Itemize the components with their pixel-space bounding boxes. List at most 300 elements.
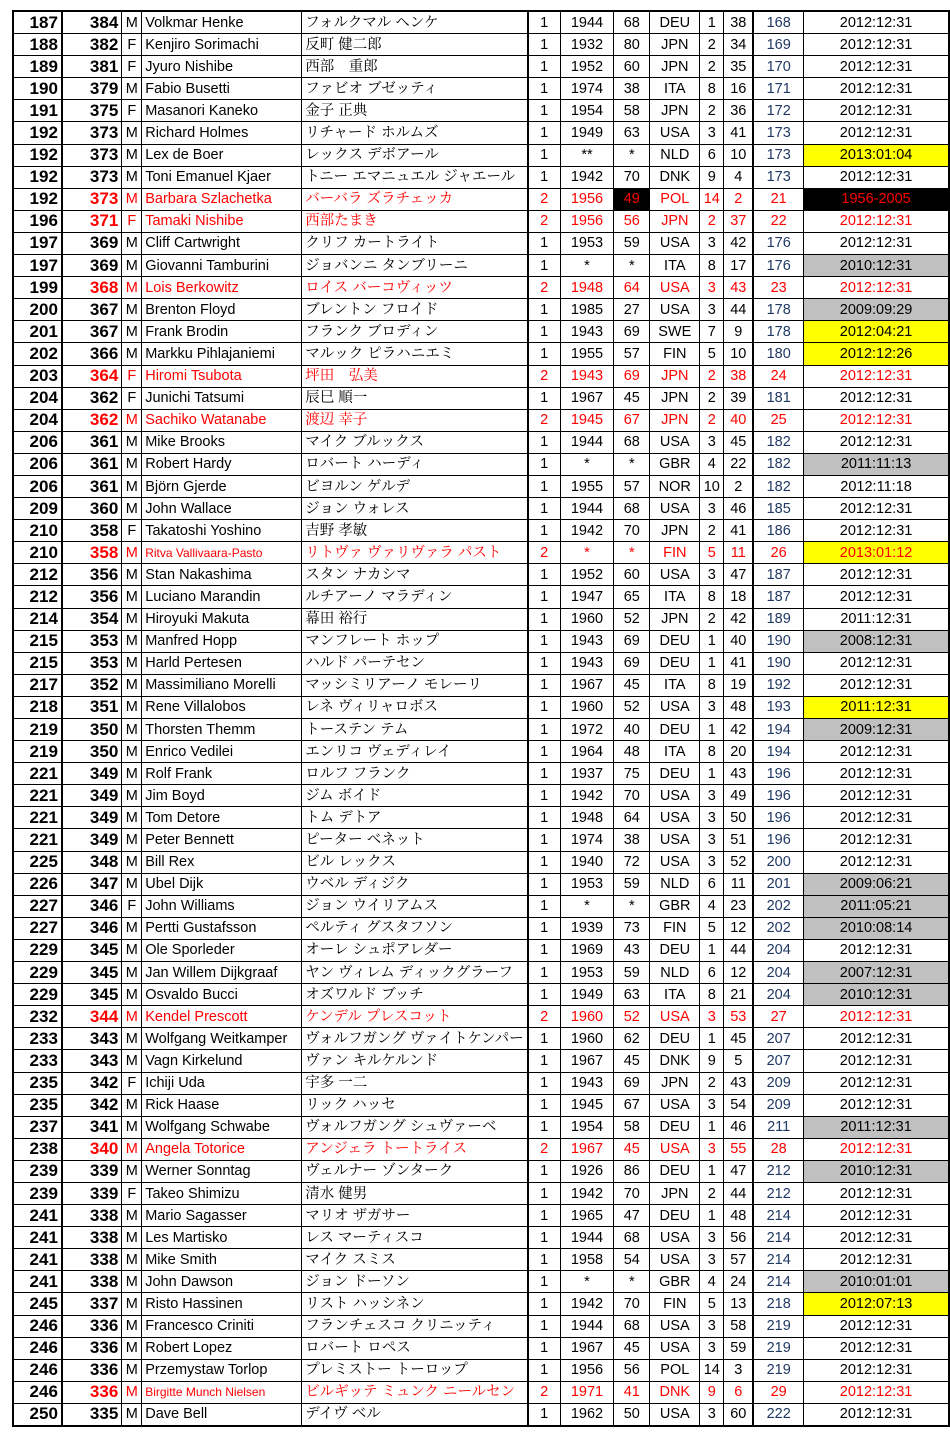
score-cell: 353 xyxy=(62,652,122,674)
region-rank-cell: 3 xyxy=(700,1094,724,1116)
katakana-name-cell: マイク ブルックス xyxy=(302,431,528,453)
sex-cell: M xyxy=(122,498,142,520)
score-cell: 361 xyxy=(62,431,122,453)
age-cell: 52 xyxy=(614,608,650,630)
rank-cell: 206 xyxy=(13,475,62,497)
age-cell: 49 xyxy=(614,188,650,210)
katakana-name-cell: ケンデル プレスコット xyxy=(302,1006,528,1028)
birth-year-cell: 1945 xyxy=(560,409,614,431)
birth-year-cell: * xyxy=(560,895,614,917)
type-cell: 1 xyxy=(528,1227,561,1249)
name-cell: Rene Villalobos xyxy=(142,696,302,718)
region-rank-cell: 1 xyxy=(700,763,724,785)
date-cell: 2012:12:31 xyxy=(804,166,949,188)
region-rank-cell: 6 xyxy=(700,144,724,166)
birth-year-cell: 1967 xyxy=(560,1050,614,1072)
sex-cell: M xyxy=(122,652,142,674)
type-cell: 1 xyxy=(528,1205,561,1227)
birth-year-cell: 1967 xyxy=(560,674,614,696)
region-rank-cell: 3 xyxy=(700,696,724,718)
country-rank-cell: 40 xyxy=(724,409,753,431)
age-cell: 38 xyxy=(614,829,650,851)
group-rank-cell: 214 xyxy=(753,1271,803,1293)
age-cell: 70 xyxy=(614,166,650,188)
country-rank-cell: 24 xyxy=(724,1271,753,1293)
sex-cell: M xyxy=(122,1403,142,1426)
sex-cell: M xyxy=(122,962,142,984)
score-cell: 346 xyxy=(62,895,122,917)
region-rank-cell: 3 xyxy=(700,232,724,254)
country-rank-cell: 44 xyxy=(724,299,753,321)
date-cell: 2012:12:31 xyxy=(804,674,949,696)
birth-year-cell: 1967 xyxy=(560,387,614,409)
rank-cell: 241 xyxy=(13,1271,62,1293)
name-cell: Volkmar Henke xyxy=(142,11,302,34)
age-cell: 69 xyxy=(614,652,650,674)
table-row xyxy=(13,431,949,453)
name-cell: Barbara Szlachetka xyxy=(142,188,302,210)
score-cell: 354 xyxy=(62,608,122,630)
sex-cell: F xyxy=(122,56,142,78)
katakana-name-cell: ブレントン フロイド xyxy=(302,299,528,321)
sex-cell: M xyxy=(122,1160,142,1182)
katakana-name-cell: レネ ヴィリャロボス xyxy=(302,696,528,718)
type-cell: 1 xyxy=(528,1160,561,1182)
katakana-name-cell: 反町 健二郎 xyxy=(302,34,528,56)
country-rank-cell: 57 xyxy=(724,1249,753,1271)
sex-cell: M xyxy=(122,917,142,939)
country-cell: JPN xyxy=(650,1182,700,1204)
country-rank-cell: 53 xyxy=(724,1006,753,1028)
group-rank-cell: 185 xyxy=(753,498,803,520)
rank-cell: 210 xyxy=(13,520,62,542)
score-cell: 373 xyxy=(62,166,122,188)
score-cell: 382 xyxy=(62,34,122,56)
katakana-name-cell: アンジェラ トートライス xyxy=(302,1138,528,1160)
type-cell: 1 xyxy=(528,1050,561,1072)
age-cell: 45 xyxy=(614,387,650,409)
country-rank-cell: 17 xyxy=(724,255,753,277)
type-cell: 2 xyxy=(528,277,561,299)
country-rank-cell: 41 xyxy=(724,122,753,144)
country-rank-cell: 22 xyxy=(724,453,753,475)
type-cell: 1 xyxy=(528,1094,561,1116)
table-row xyxy=(13,674,949,696)
birth-year-cell: 1953 xyxy=(560,962,614,984)
country-rank-cell: 10 xyxy=(724,343,753,365)
date-cell: 2012:12:31 xyxy=(804,564,949,586)
name-cell: Cliff Cartwright xyxy=(142,232,302,254)
name-cell: Takeo Shimizu xyxy=(142,1182,302,1204)
table-row xyxy=(13,56,949,78)
name-cell: Peter Bennett xyxy=(142,829,302,851)
katakana-name-cell: フランチェスコ クリニッティ xyxy=(302,1315,528,1337)
table-row xyxy=(13,232,949,254)
score-cell: 362 xyxy=(62,409,122,431)
type-cell: 1 xyxy=(528,962,561,984)
rank-cell: 192 xyxy=(13,166,62,188)
type-cell: 1 xyxy=(528,78,561,100)
country-cell: DNK xyxy=(650,166,700,188)
sex-cell: M xyxy=(122,453,142,475)
type-cell: 2 xyxy=(528,210,561,232)
katakana-name-cell: 幕田 裕行 xyxy=(302,608,528,630)
table-row xyxy=(13,1337,949,1359)
region-rank-cell: 1 xyxy=(700,1205,724,1227)
birth-year-cell: 1942 xyxy=(560,520,614,542)
score-cell: 373 xyxy=(62,122,122,144)
type-cell: 1 xyxy=(528,630,561,652)
country-cell: DEU xyxy=(650,1205,700,1227)
country-rank-cell: 2 xyxy=(724,475,753,497)
rank-cell: 241 xyxy=(13,1205,62,1227)
rank-cell: 237 xyxy=(13,1116,62,1138)
group-rank-cell: 209 xyxy=(753,1072,803,1094)
katakana-name-cell: ヴォルフガング シュヴァーベ xyxy=(302,1116,528,1138)
sex-cell: M xyxy=(122,409,142,431)
type-cell: 1 xyxy=(528,917,561,939)
sex-cell: M xyxy=(122,586,142,608)
name-cell: Przemystaw Torlop xyxy=(142,1359,302,1381)
table-row xyxy=(13,210,949,232)
type-cell: 1 xyxy=(528,1403,561,1426)
birth-year-cell: 1965 xyxy=(560,1205,614,1227)
name-cell: Junichi Tatsumi xyxy=(142,387,302,409)
rank-cell: 188 xyxy=(13,34,62,56)
type-cell: 1 xyxy=(528,807,561,829)
rank-cell: 196 xyxy=(13,210,62,232)
country-cell: USA xyxy=(650,1249,700,1271)
name-cell: Stan Nakashima xyxy=(142,564,302,586)
region-rank-cell: 5 xyxy=(700,1293,724,1315)
birth-year-cell: 1940 xyxy=(560,851,614,873)
birth-year-cell: 1955 xyxy=(560,475,614,497)
rank-cell: 210 xyxy=(13,542,62,564)
sex-cell: M xyxy=(122,1227,142,1249)
type-cell: 2 xyxy=(528,1006,561,1028)
date-cell: 2012:12:31 xyxy=(804,210,949,232)
score-cell: 336 xyxy=(62,1381,122,1403)
score-cell: 358 xyxy=(62,520,122,542)
date-cell: 2012:12:31 xyxy=(804,365,949,387)
score-cell: 336 xyxy=(62,1315,122,1337)
age-cell: 38 xyxy=(614,78,650,100)
birth-year-cell: 1939 xyxy=(560,917,614,939)
region-rank-cell: 3 xyxy=(700,1006,724,1028)
region-rank-cell: 6 xyxy=(700,962,724,984)
score-cell: 381 xyxy=(62,56,122,78)
country-cell: ITA xyxy=(650,78,700,100)
type-cell: 2 xyxy=(528,542,561,564)
table-row xyxy=(13,542,949,564)
table-row xyxy=(13,630,949,652)
birth-year-cell: 1944 xyxy=(560,431,614,453)
group-rank-cell: 200 xyxy=(753,851,803,873)
table-row xyxy=(13,34,949,56)
country-rank-cell: 11 xyxy=(724,873,753,895)
type-cell: 1 xyxy=(528,741,561,763)
country-cell: USA xyxy=(650,1315,700,1337)
age-cell: 75 xyxy=(614,763,650,785)
country-rank-cell: 5 xyxy=(724,1050,753,1072)
birth-year-cell: 1942 xyxy=(560,785,614,807)
region-rank-cell: 9 xyxy=(700,1050,724,1072)
rank-cell: 246 xyxy=(13,1337,62,1359)
name-cell: Giovanni Tamburini xyxy=(142,255,302,277)
rank-cell: 199 xyxy=(13,277,62,299)
score-cell: 350 xyxy=(62,719,122,741)
katakana-name-cell: ヤン ヴィレム ディックグラーフ xyxy=(302,962,528,984)
age-cell: 70 xyxy=(614,520,650,542)
country-cell: DEU xyxy=(650,630,700,652)
group-rank-cell: 173 xyxy=(753,122,803,144)
country-rank-cell: 6 xyxy=(724,1381,753,1403)
age-cell: 60 xyxy=(614,56,650,78)
rank-cell: 229 xyxy=(13,962,62,984)
group-rank-cell: 24 xyxy=(753,365,803,387)
birth-year-cell: * xyxy=(560,255,614,277)
sex-cell: M xyxy=(122,255,142,277)
date-cell: 2012:12:31 xyxy=(804,586,949,608)
table-row xyxy=(13,166,949,188)
region-rank-cell: 2 xyxy=(700,409,724,431)
date-cell: 2012:12:31 xyxy=(804,1050,949,1072)
age-cell: 69 xyxy=(614,321,650,343)
date-cell: 2012:12:31 xyxy=(804,1227,949,1249)
katakana-name-cell: フランク ブロディン xyxy=(302,321,528,343)
region-rank-cell: 1 xyxy=(700,11,724,34)
score-cell: 338 xyxy=(62,1249,122,1271)
rank-cell: 241 xyxy=(13,1249,62,1271)
age-cell: 56 xyxy=(614,1359,650,1381)
group-rank-cell: 170 xyxy=(753,56,803,78)
score-cell: 373 xyxy=(62,144,122,166)
country-rank-cell: 18 xyxy=(724,586,753,608)
table-body xyxy=(13,11,949,1426)
country-rank-cell: 47 xyxy=(724,564,753,586)
birth-year-cell: 1952 xyxy=(560,564,614,586)
name-cell: Ole Sporleder xyxy=(142,939,302,961)
region-rank-cell: 14 xyxy=(700,188,724,210)
score-cell: 361 xyxy=(62,475,122,497)
group-rank-cell: 196 xyxy=(753,785,803,807)
type-cell: 1 xyxy=(528,851,561,873)
rank-cell: 235 xyxy=(13,1072,62,1094)
rank-cell: 227 xyxy=(13,917,62,939)
country-cell: POL xyxy=(650,188,700,210)
type-cell: 1 xyxy=(528,763,561,785)
name-cell: Bill Rex xyxy=(142,851,302,873)
birth-year-cell: 1942 xyxy=(560,166,614,188)
group-rank-cell: 207 xyxy=(753,1050,803,1072)
country-rank-cell: 42 xyxy=(724,232,753,254)
type-cell: 1 xyxy=(528,1359,561,1381)
name-cell: Vagn Kirkelund xyxy=(142,1050,302,1072)
table-row xyxy=(13,188,949,210)
country-cell: FIN xyxy=(650,343,700,365)
type-cell: 1 xyxy=(528,1072,561,1094)
country-cell: DEU xyxy=(650,11,700,34)
region-rank-cell: 2 xyxy=(700,1182,724,1204)
date-cell: 2012:12:31 xyxy=(804,122,949,144)
table-row xyxy=(13,498,949,520)
region-rank-cell: 3 xyxy=(700,564,724,586)
country-rank-cell: 19 xyxy=(724,674,753,696)
birth-year-cell: 1972 xyxy=(560,719,614,741)
country-rank-cell: 3 xyxy=(724,1359,753,1381)
birth-year-cell: 1960 xyxy=(560,696,614,718)
country-cell: DEU xyxy=(650,719,700,741)
name-cell: Tamaki Nishibe xyxy=(142,210,302,232)
score-cell: 371 xyxy=(62,210,122,232)
score-cell: 360 xyxy=(62,498,122,520)
region-rank-cell: 3 xyxy=(700,851,724,873)
country-rank-cell: 48 xyxy=(724,696,753,718)
name-cell: Manfred Hopp xyxy=(142,630,302,652)
type-cell: 1 xyxy=(528,453,561,475)
country-rank-cell: 37 xyxy=(724,210,753,232)
country-rank-cell: 46 xyxy=(724,1116,753,1138)
katakana-name-cell: オーレ シュポアレダー xyxy=(302,939,528,961)
group-rank-cell: 28 xyxy=(753,1138,803,1160)
age-cell: * xyxy=(614,542,650,564)
katakana-name-cell: ジョン ドーソン xyxy=(302,1271,528,1293)
group-rank-cell: 186 xyxy=(753,520,803,542)
katakana-name-cell: フォルクマル ヘンケ xyxy=(302,11,528,34)
table-row xyxy=(13,1094,949,1116)
rank-cell: 221 xyxy=(13,785,62,807)
date-cell: 2012:12:31 xyxy=(804,1249,949,1271)
region-rank-cell: 1 xyxy=(700,719,724,741)
rank-cell: 229 xyxy=(13,984,62,1006)
table-row xyxy=(13,453,949,475)
table-row xyxy=(13,1050,949,1072)
date-cell: 2012:12:31 xyxy=(804,277,949,299)
country-rank-cell: 59 xyxy=(724,1337,753,1359)
table-row xyxy=(13,365,949,387)
sex-cell: M xyxy=(122,785,142,807)
sex-cell: M xyxy=(122,851,142,873)
country-cell: ITA xyxy=(650,741,700,763)
age-cell: 52 xyxy=(614,696,650,718)
date-cell: 2009:12:31 xyxy=(804,719,949,741)
katakana-name-cell: トム デトア xyxy=(302,807,528,829)
rank-cell: 197 xyxy=(13,232,62,254)
birth-year-cell: 1943 xyxy=(560,365,614,387)
birth-year-cell: 1937 xyxy=(560,763,614,785)
rank-cell: 233 xyxy=(13,1050,62,1072)
name-cell: Thorsten Themm xyxy=(142,719,302,741)
group-rank-cell: 22 xyxy=(753,210,803,232)
rank-cell: 221 xyxy=(13,807,62,829)
birth-year-cell: 1953 xyxy=(560,873,614,895)
country-rank-cell: 50 xyxy=(724,807,753,829)
country-cell: USA xyxy=(650,232,700,254)
age-cell: 59 xyxy=(614,873,650,895)
type-cell: 1 xyxy=(528,232,561,254)
rank-cell: 218 xyxy=(13,696,62,718)
name-cell: Jan Willem Dijkgraaf xyxy=(142,962,302,984)
sex-cell: M xyxy=(122,829,142,851)
katakana-name-cell: ピーター ベネット xyxy=(302,829,528,851)
rank-cell: 215 xyxy=(13,652,62,674)
age-cell: 63 xyxy=(614,122,650,144)
type-cell: 1 xyxy=(528,1315,561,1337)
rank-cell: 232 xyxy=(13,1006,62,1028)
group-rank-cell: 214 xyxy=(753,1227,803,1249)
country-cell: USA xyxy=(650,696,700,718)
score-cell: 349 xyxy=(62,807,122,829)
rank-cell: 227 xyxy=(13,895,62,917)
rank-cell: 219 xyxy=(13,719,62,741)
type-cell: 1 xyxy=(528,1116,561,1138)
score-cell: 339 xyxy=(62,1160,122,1182)
country-rank-cell: 48 xyxy=(724,1205,753,1227)
country-rank-cell: 39 xyxy=(724,387,753,409)
table-row xyxy=(13,1227,949,1249)
rank-cell: 192 xyxy=(13,144,62,166)
katakana-name-cell: プレミストー トーロップ xyxy=(302,1359,528,1381)
score-cell: 361 xyxy=(62,453,122,475)
birth-year-cell: 1945 xyxy=(560,1094,614,1116)
rank-cell: 200 xyxy=(13,299,62,321)
group-rank-cell: 219 xyxy=(753,1315,803,1337)
region-rank-cell: 1 xyxy=(700,630,724,652)
age-cell: 69 xyxy=(614,1072,650,1094)
group-rank-cell: 214 xyxy=(753,1249,803,1271)
table-row xyxy=(13,873,949,895)
date-cell: 2011:05:21 xyxy=(804,895,949,917)
type-cell: 1 xyxy=(528,895,561,917)
name-cell: John Dawson xyxy=(142,1271,302,1293)
sex-cell: M xyxy=(122,1249,142,1271)
country-cell: GBR xyxy=(650,895,700,917)
name-cell: Lois Berkowitz xyxy=(142,277,302,299)
birth-year-cell: 1962 xyxy=(560,1403,614,1426)
country-cell: USA xyxy=(650,1006,700,1028)
age-cell: * xyxy=(614,144,650,166)
birth-year-cell: 1942 xyxy=(560,1182,614,1204)
country-rank-cell: 43 xyxy=(724,277,753,299)
group-rank-cell: 211 xyxy=(753,1116,803,1138)
katakana-name-cell: 西部 重郎 xyxy=(302,56,528,78)
score-cell: 358 xyxy=(62,542,122,564)
region-rank-cell: 3 xyxy=(700,1249,724,1271)
country-cell: DEU xyxy=(650,939,700,961)
rank-cell: 187 xyxy=(13,11,62,34)
region-rank-cell: 8 xyxy=(700,255,724,277)
sex-cell: M xyxy=(122,1293,142,1315)
sex-cell: M xyxy=(122,630,142,652)
sex-cell: M xyxy=(122,1359,142,1381)
type-cell: 2 xyxy=(528,1381,561,1403)
age-cell: 68 xyxy=(614,1227,650,1249)
group-rank-cell: 196 xyxy=(753,807,803,829)
country-cell: USA xyxy=(650,277,700,299)
region-rank-cell: 4 xyxy=(700,453,724,475)
katakana-name-cell: 坪田 弘美 xyxy=(302,365,528,387)
country-rank-cell: 43 xyxy=(724,1072,753,1094)
country-rank-cell: 47 xyxy=(724,1160,753,1182)
sex-cell: M xyxy=(122,343,142,365)
name-cell: Werner Sonntag xyxy=(142,1160,302,1182)
country-cell: DEU xyxy=(650,1116,700,1138)
group-rank-cell: 218 xyxy=(753,1293,803,1315)
region-rank-cell: 8 xyxy=(700,741,724,763)
rank-cell: 206 xyxy=(13,431,62,453)
name-cell: Mike Smith xyxy=(142,1249,302,1271)
region-rank-cell: 6 xyxy=(700,873,724,895)
